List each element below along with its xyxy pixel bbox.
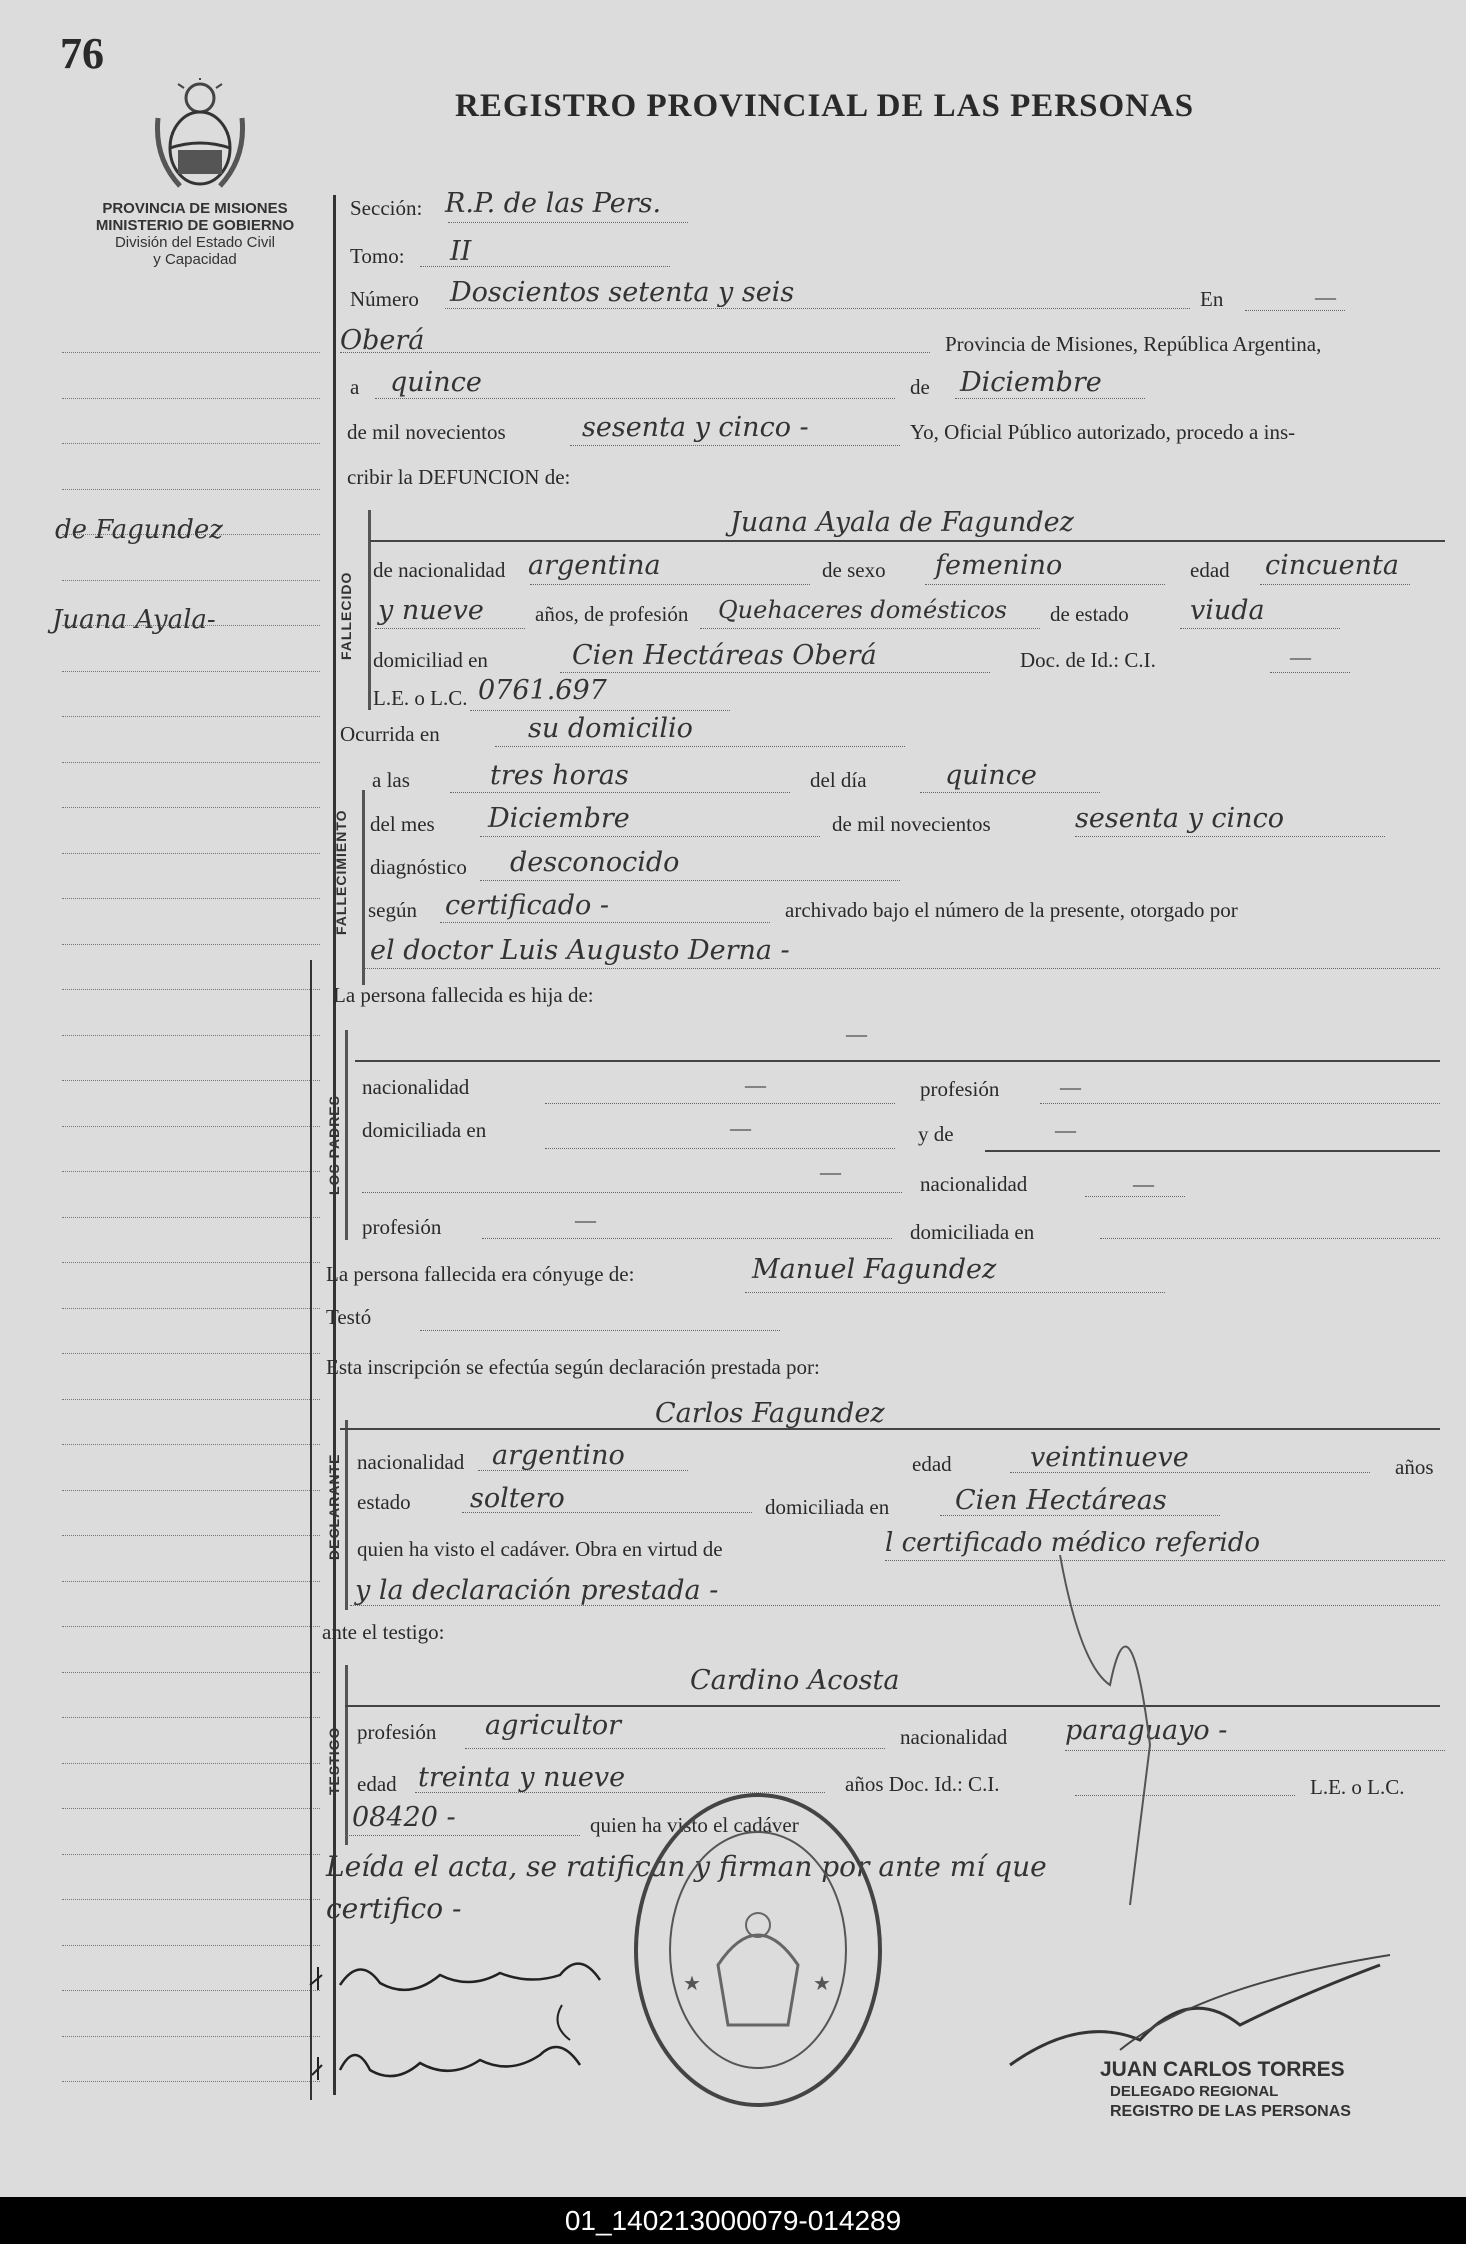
label-decl-anos: años xyxy=(1395,1455,1434,1479)
svg-text:★: ★ xyxy=(813,1973,831,1995)
authority-line-3: División del Estado Civil xyxy=(114,234,276,251)
declarante-bracket xyxy=(345,1420,348,1610)
form-rule xyxy=(570,445,900,446)
margin-rule xyxy=(62,489,320,490)
official-name: JUAN CARLOS TORRES xyxy=(1100,2058,1345,2081)
margin-rule xyxy=(62,398,320,399)
value-doctor: el doctor Luis Augusto Derna - xyxy=(370,935,790,966)
value-ocurrida: su domicilio xyxy=(528,713,693,744)
form-rule xyxy=(420,1330,780,1331)
form-rule xyxy=(545,1103,895,1104)
label-test-profesion: profesión xyxy=(357,1720,437,1744)
value-edad-2: y nueve xyxy=(378,595,484,626)
value-lc: 0761.697 xyxy=(478,675,607,706)
label-numero: Número xyxy=(350,287,419,311)
margin-rule xyxy=(62,443,320,444)
margin-rule xyxy=(62,716,320,717)
form-rule xyxy=(450,792,790,793)
form-rule xyxy=(925,584,1165,585)
margin-rule xyxy=(62,1308,320,1309)
margin-rule xyxy=(62,1444,320,1445)
form-rule xyxy=(530,584,810,585)
margin-rule xyxy=(62,1763,320,1764)
label-oficial: Yo, Oficial Público autorizado, procedo a ins- xyxy=(910,420,1296,444)
form-rule xyxy=(355,1060,1440,1062)
value-decl-estado: soltero xyxy=(470,1483,565,1514)
form-rule xyxy=(1075,836,1385,837)
document-title: REGISTRO PROVINCIAL DE LAS PERSONAS xyxy=(455,88,1195,124)
label-test-le-lc: L.E. o L.C. xyxy=(1310,1775,1405,1799)
form-rule xyxy=(480,836,820,837)
margin-note-name: Juana Ayala- xyxy=(52,605,216,635)
fallecimiento-bracket xyxy=(362,790,365,985)
form-rule xyxy=(920,792,1100,793)
label-testo: Testó xyxy=(326,1305,372,1329)
padre-nombre-dash: — xyxy=(846,1022,867,1046)
label-quien-cadaver: quien ha visto el cadáver xyxy=(590,1813,799,1837)
margin-rule xyxy=(62,1990,320,1991)
value-numero: Doscientos setenta y seis xyxy=(450,277,795,308)
label-ante-testigo: ante el testigo: xyxy=(322,1620,445,1644)
label-conyuge: La persona fallecida era cónyuge de: xyxy=(326,1262,635,1286)
margin-note-surname: de Fagundez xyxy=(55,515,223,545)
closing-statement-2: certifico - xyxy=(326,1892,462,1925)
margin-rule xyxy=(62,1035,320,1036)
value-obra-2: y la declaración prestada - xyxy=(355,1575,719,1606)
form-rule xyxy=(345,1835,580,1836)
value-test-nacionalidad: paraguayo - xyxy=(1065,1715,1228,1746)
label-padre-nacionalidad: nacionalidad xyxy=(362,1075,470,1099)
authority-block xyxy=(55,200,335,268)
form-rule xyxy=(700,628,1040,629)
label-domicilio: domiciliad en xyxy=(373,648,488,672)
value-en: — xyxy=(1315,285,1336,309)
value-dia-fallecimiento: quince xyxy=(945,760,1037,791)
form-rule xyxy=(480,880,900,881)
form-rule xyxy=(470,710,730,711)
label-decl-edad: edad xyxy=(912,1452,952,1476)
margin-rule xyxy=(62,1217,320,1218)
margin-rule xyxy=(62,762,320,763)
margin-rule xyxy=(62,1399,320,1400)
label-cadaver: quien ha visto el cadáver. Obra en virtud de xyxy=(357,1537,723,1561)
margin-rule xyxy=(62,1353,320,1354)
madre-nacionalidad-dash: — xyxy=(1133,1172,1154,1196)
label-archivado: archivado bajo el número de la presente, otorgado por xyxy=(785,898,1238,922)
form-rule xyxy=(1270,672,1350,673)
form-rule xyxy=(1040,1103,1440,1104)
form-rule xyxy=(440,922,770,923)
label-nacionalidad: de nacionalidad xyxy=(373,558,506,582)
label-del-dia: del día xyxy=(810,768,867,792)
padre-nacionalidad-dash: — xyxy=(745,1073,766,1097)
margin-rule xyxy=(62,1262,320,1263)
value-seccion: R.P. de las Pers. xyxy=(445,188,662,219)
value-tomo: II xyxy=(450,236,472,267)
form-rule xyxy=(365,968,1440,969)
value-doc-id: — xyxy=(1290,645,1311,669)
label-decl-nacionalidad: nacionalidad xyxy=(357,1450,465,1474)
label-de: de xyxy=(910,375,930,399)
value-declarante: Carlos Fagundez xyxy=(655,1398,885,1429)
label-profesion: años, de profesión xyxy=(535,602,689,626)
value-sexo: femenino xyxy=(935,550,1063,581)
label-decl-estado: estado xyxy=(357,1490,411,1514)
label-seccion: Sección: xyxy=(350,196,423,220)
label-sexo: de sexo xyxy=(822,558,886,582)
form-rule xyxy=(1100,1238,1440,1239)
margin-rule xyxy=(62,944,320,945)
form-rule xyxy=(465,1748,885,1749)
value-edad: cincuenta xyxy=(1265,550,1399,581)
margin-rule xyxy=(62,989,320,990)
margin-rule xyxy=(62,1854,320,1855)
official-signature xyxy=(1000,1545,1410,2090)
margin-rule xyxy=(62,1581,320,1582)
signatures xyxy=(300,1945,680,2095)
section-label-fallecido: FALLECIDO xyxy=(338,571,354,660)
label-a: a xyxy=(350,375,360,399)
form-rule xyxy=(362,1192,902,1193)
form-rule xyxy=(1260,584,1410,585)
value-testigo: Cardino Acosta xyxy=(690,1665,900,1696)
value-nacionalidad: argentina xyxy=(528,550,661,581)
margin-rule xyxy=(62,1171,320,1172)
form-rule xyxy=(375,398,895,399)
label-le-lc: L.E. o L.C. xyxy=(373,686,468,710)
official-role-1: DELEGADO REGIONAL xyxy=(1110,2083,1279,2100)
official-role-2: REGISTRO DE LAS PERSONAS xyxy=(1110,2103,1351,2120)
value-decl-edad: veintinueve xyxy=(1030,1442,1189,1473)
form-rule xyxy=(1180,628,1340,629)
label-segun: según xyxy=(368,898,417,922)
label-provincia: Provincia de Misiones, República Argentina, xyxy=(945,332,1322,356)
value-anio: sesenta y cinco - xyxy=(582,412,809,443)
label-decl-domicilio: domiciliada en xyxy=(765,1495,890,1519)
label-diagnostico: diagnóstico xyxy=(370,855,467,879)
label-y-de: y de xyxy=(918,1122,954,1146)
margin-rule xyxy=(62,898,320,899)
testigo-bracket xyxy=(345,1665,348,1845)
value-obra-1: l certificado médico referido xyxy=(885,1528,1261,1558)
value-dia: quince xyxy=(390,367,482,398)
label-en: En xyxy=(1200,287,1224,311)
value-diagnostico: desconocido xyxy=(510,847,680,878)
value-conyuge: Manuel Fagundez xyxy=(752,1254,997,1285)
value-decl-nacionalidad: argentino xyxy=(492,1440,625,1471)
margin-rule xyxy=(62,352,320,353)
page-number: 76 xyxy=(60,29,104,78)
form-rule xyxy=(745,1292,1165,1293)
label-padre-profesion: profesión xyxy=(920,1077,1000,1101)
form-rule xyxy=(560,672,990,673)
form-rule xyxy=(545,1148,895,1149)
margin-rule xyxy=(62,1899,320,1900)
margin-rule xyxy=(62,1535,320,1536)
padre-domicilio-dash: — xyxy=(730,1116,751,1140)
form-rule xyxy=(985,1150,1440,1152)
value-nombre: Juana Ayala de Fagundez xyxy=(730,507,1074,538)
label-madre-profesion: profesión xyxy=(362,1215,442,1239)
label-del-mes: del mes xyxy=(370,812,435,836)
label-a-las: a las xyxy=(372,768,410,792)
value-lugar: Oberá xyxy=(340,325,425,356)
authority-line-1: PROVINCIA DE MISIONES xyxy=(102,200,288,217)
label-test-edad: edad xyxy=(357,1772,397,1796)
margin-rule xyxy=(62,1626,320,1627)
madre-nombre-dash: — xyxy=(1055,1118,1076,1142)
margin-rule xyxy=(62,807,320,808)
label-inscripcion: Esta inscripción se efectúa según declaración prestada por: xyxy=(326,1355,820,1379)
label-edad: edad xyxy=(1190,558,1230,582)
label-hija-de: La persona fallecida es hija de: xyxy=(333,983,594,1007)
value-hora: tres horas xyxy=(490,760,629,791)
authority-line-4: y Capacidad xyxy=(153,251,237,268)
value-domicilio: Cien Hectáreas Oberá xyxy=(572,640,877,671)
label-test-doc: años Doc. Id.: C.I. xyxy=(845,1772,1000,1796)
form-rule xyxy=(448,222,688,223)
value-test-profesion: agricultor xyxy=(485,1710,622,1741)
secondary-divider-line xyxy=(310,960,312,2100)
label-madre-nacionalidad: nacionalidad xyxy=(920,1172,1028,1196)
value-decl-domicilio: Cien Hectáreas xyxy=(955,1485,1167,1516)
label-doc-id: Doc. de Id.: C.I. xyxy=(1020,648,1156,672)
padres-bracket xyxy=(345,1030,348,1240)
margin-rule xyxy=(62,1672,320,1673)
margin-rule xyxy=(62,1490,320,1491)
form-rule xyxy=(445,308,1190,309)
form-rule xyxy=(482,1238,892,1239)
label-padre-domicilio: domiciliada en xyxy=(362,1118,487,1142)
section-label-testigo: TESTIGO xyxy=(326,1726,342,1795)
madre-extra-dash: — xyxy=(820,1160,841,1184)
label-estado: de estado xyxy=(1050,602,1129,626)
form-rule xyxy=(340,1428,1440,1430)
section-label-declarante: DECLARANTE xyxy=(326,1453,342,1560)
closing-statement-1: Leída el acta, se ratifican y firman por ante mí que xyxy=(326,1850,1047,1883)
form-rule xyxy=(955,398,1145,399)
label-de-mil-novecientos-2: de mil novecientos xyxy=(832,812,991,836)
form-rule xyxy=(375,628,525,629)
margin-rule xyxy=(62,1717,320,1718)
margin-rule xyxy=(62,671,320,672)
label-cribir: cribir la DEFUNCION de: xyxy=(347,465,571,489)
form-rule xyxy=(340,352,930,353)
margin-rule xyxy=(62,1945,320,1946)
margin-rule xyxy=(62,580,320,581)
value-estado: viuda xyxy=(1190,595,1265,626)
label-test-nacionalidad: nacionalidad xyxy=(900,1725,1008,1749)
image-identifier-footer: 01_140213000079-014289 xyxy=(0,2197,1466,2244)
value-segun: certificado - xyxy=(445,890,609,921)
madre-profesion-dash: — xyxy=(575,1208,596,1232)
margin-rule xyxy=(62,2081,320,2082)
margin-rule xyxy=(62,1080,320,1081)
authority-line-2: MINISTERIO DE GOBIERNO xyxy=(95,217,295,234)
value-test-edad: treinta y nueve xyxy=(418,1762,626,1793)
margin-rule xyxy=(62,2036,320,2037)
form-rule xyxy=(1245,310,1345,311)
margin-rule xyxy=(62,853,320,854)
margin-rule xyxy=(62,1808,320,1809)
section-label-padres: LOS PADRES xyxy=(326,1095,342,1195)
padre-profesion-dash: — xyxy=(1060,1075,1081,1099)
value-mes: Diciembre xyxy=(960,367,1102,398)
value-profesion: Quehaceres domésticos xyxy=(718,596,1007,624)
value-anio-fallecimiento: sesenta y cinco xyxy=(1075,803,1284,834)
value-mes-fallecimiento: Diciembre xyxy=(488,803,630,834)
coat-of-arms-icon xyxy=(150,78,250,193)
value-test-doc: 08420 - xyxy=(352,1802,456,1833)
svg-text:★: ★ xyxy=(683,1973,701,1995)
label-de-mil-novecientos: de mil novecientos xyxy=(347,420,506,444)
form-rule xyxy=(495,746,905,747)
margin-rule xyxy=(62,1126,320,1127)
label-ocurrida: Ocurrida en xyxy=(340,722,440,746)
label-tomo: Tomo: xyxy=(350,244,405,268)
label-madre-domicilio: domiciliada en xyxy=(910,1220,1035,1244)
form-rule xyxy=(370,540,1445,542)
section-label-fallecimiento: FALLECIMIENTO xyxy=(333,809,349,935)
